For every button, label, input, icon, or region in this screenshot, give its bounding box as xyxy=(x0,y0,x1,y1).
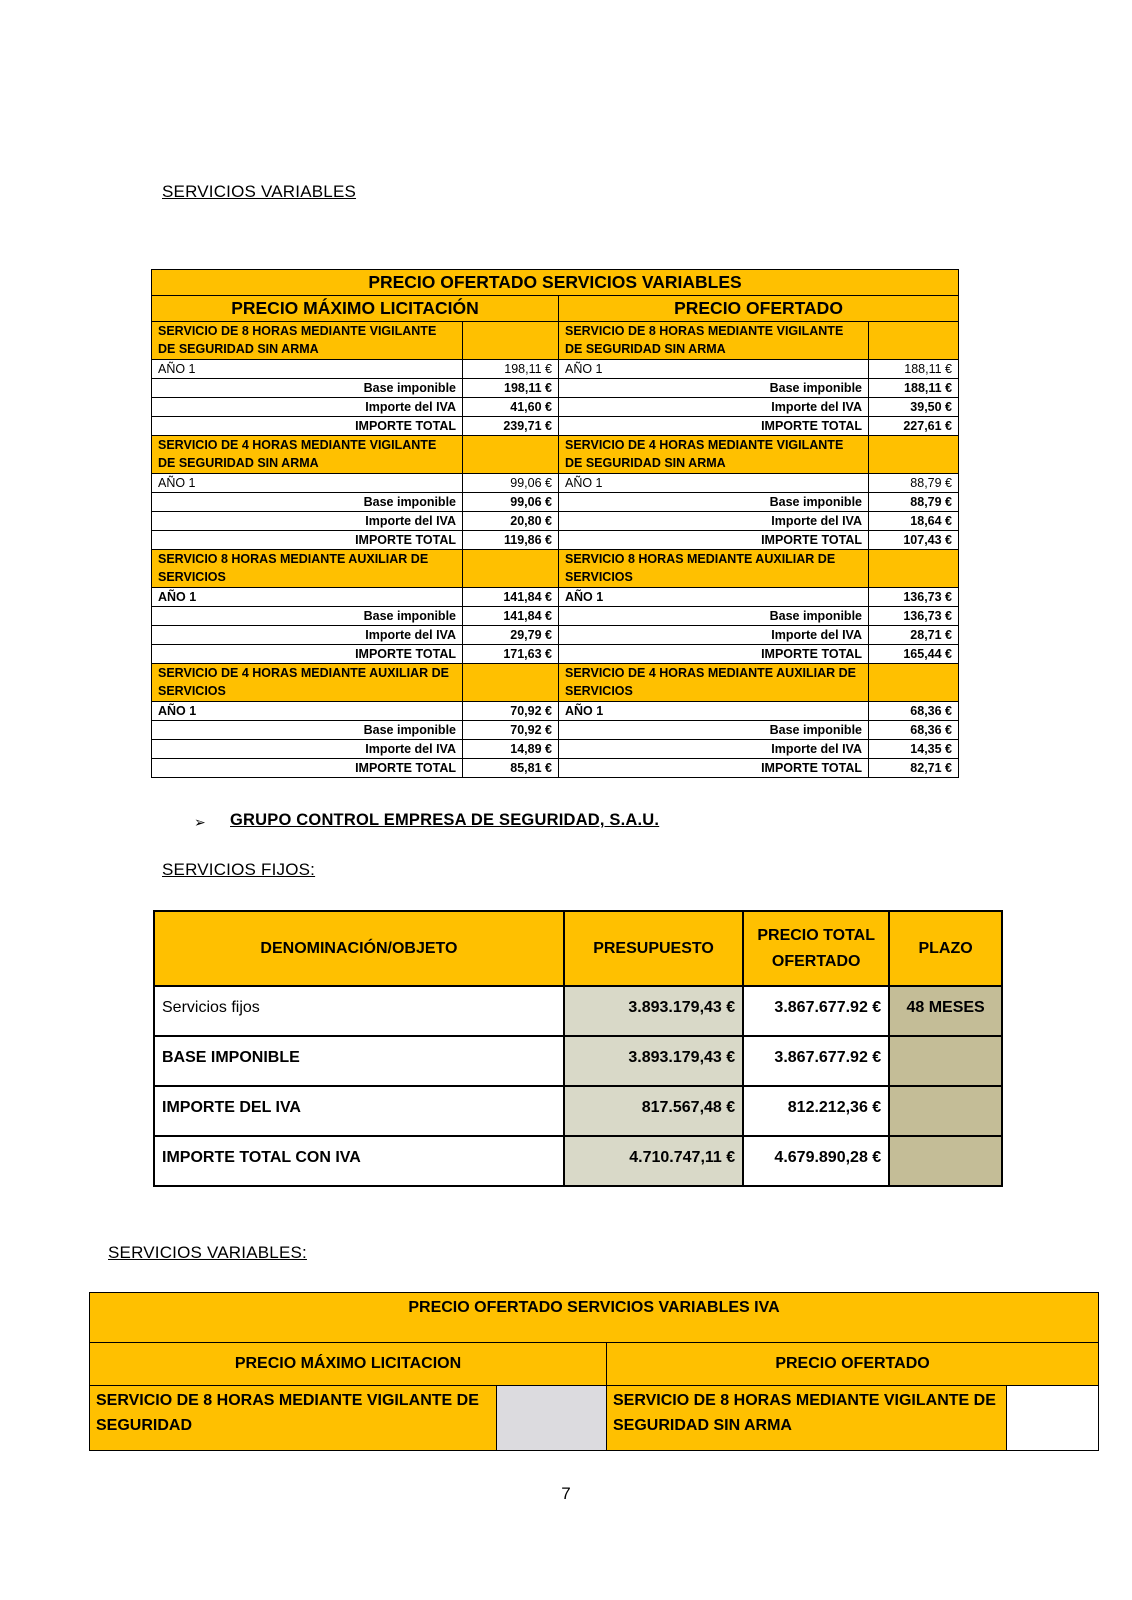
service-empty-right xyxy=(869,550,959,588)
base-imponible-label-left: Base imponible xyxy=(152,493,463,512)
table3-right-value xyxy=(1007,1386,1099,1451)
base-imponible-label-right: Base imponible xyxy=(559,379,869,398)
year-label-left: AÑO 1 xyxy=(152,360,463,379)
importe-iva-value-left: 29,79 € xyxy=(463,626,559,645)
service-empty-right xyxy=(869,664,959,702)
bullet-arrow-icon: ➢ xyxy=(194,814,206,830)
importe-total-value-left: 239,71 € xyxy=(463,417,559,436)
importe-iva-label-right: Importe del IVA xyxy=(559,626,869,645)
base-imponible-value-right: 136,73 € xyxy=(869,607,959,626)
fixed-row-label: Servicios fijos xyxy=(154,986,564,1036)
base-imponible-label-right: Base imponible xyxy=(559,493,869,512)
base-imponible-label-left: Base imponible xyxy=(152,607,463,626)
service-name-right: SERVICIO DE 4 HORAS MEDIANTE VIGILANTE DE SEGURIDAD SIN ARMA xyxy=(559,436,869,474)
importe-iva-label-right: Importe del IVA xyxy=(559,512,869,531)
table3-right-service: SERVICIO DE 8 HORAS MEDIANTE VIGILANTE DE SEGURIDAD SIN ARMA xyxy=(607,1386,1007,1451)
table-variable-services-prices xyxy=(151,269,959,778)
importe-iva-label-left: Importe del IVA xyxy=(152,398,463,417)
year-label-left: AÑO 1 xyxy=(152,702,463,721)
base-imponible-value-right: 88,79 € xyxy=(869,493,959,512)
base-imponible-value-left: 99,06 € xyxy=(463,493,559,512)
table1-left-header: PRECIO MÁXIMO LICITACIÓN xyxy=(152,296,559,322)
service-name-left: SERVICIO DE 4 HORAS MEDIANTE VIGILANTE DE SEGURIDAD SIN ARMA xyxy=(152,436,463,474)
fixed-row-label: IMPORTE TOTAL CON IVA xyxy=(154,1136,564,1186)
fixed-row-offered: 3.867.677.92 € xyxy=(743,986,889,1036)
fixed-row-term xyxy=(889,1036,1002,1086)
heading-servicios-variables: SERVICIOS VARIABLES xyxy=(162,182,357,201)
year-label-left: AÑO 1 xyxy=(152,588,463,607)
importe-total-label-left: IMPORTE TOTAL xyxy=(152,531,463,550)
importe-iva-value-left: 20,80 € xyxy=(463,512,559,531)
fixed-row-offered: 3.867.677.92 € xyxy=(743,1036,889,1086)
service-name-right: SERVICIO DE 4 HORAS MEDIANTE AUXILIAR DE SERVICIOS xyxy=(559,664,869,702)
service-name-left: SERVICIO DE 4 HORAS MEDIANTE AUXILIAR DE SERVICIOS xyxy=(152,664,463,702)
base-imponible-label-left: Base imponible xyxy=(152,721,463,740)
importe-total-label-left: IMPORTE TOTAL xyxy=(152,417,463,436)
year-value-right: 88,79 € xyxy=(869,474,959,493)
base-imponible-label-left: Base imponible xyxy=(152,379,463,398)
table2-header-plazo: PLAZO xyxy=(889,911,1002,986)
fixed-row-budget: 817.567,48 € xyxy=(564,1086,743,1136)
importe-total-label-right: IMPORTE TOTAL xyxy=(559,531,869,550)
fixed-row-budget: 4.710.747,11 € xyxy=(564,1136,743,1186)
importe-total-value-right: 82,71 € xyxy=(869,759,959,778)
importe-total-label-left: IMPORTE TOTAL xyxy=(152,645,463,664)
base-imponible-value-left: 198,11 € xyxy=(463,379,559,398)
year-value-left: 198,11 € xyxy=(463,360,559,379)
year-label-right: AÑO 1 xyxy=(559,474,869,493)
table-variable-services-iva xyxy=(89,1292,1099,1451)
base-imponible-value-right: 188,11 € xyxy=(869,379,959,398)
heading-servicios-variables-2: SERVICIOS VARIABLES: xyxy=(108,1243,307,1262)
importe-total-label-right: IMPORTE TOTAL xyxy=(559,645,869,664)
importe-total-label-right: IMPORTE TOTAL xyxy=(559,759,869,778)
fixed-row-label: IMPORTE DEL IVA xyxy=(154,1086,564,1136)
importe-iva-label-left: Importe del IVA xyxy=(152,626,463,645)
importe-total-value-left: 171,63 € xyxy=(463,645,559,664)
base-imponible-label-right: Base imponible xyxy=(559,607,869,626)
heading-servicios-fijos: SERVICIOS FIJOS: xyxy=(162,860,316,879)
year-value-right: 136,73 € xyxy=(869,588,959,607)
table1-right-header: PRECIO OFERTADO xyxy=(559,296,959,322)
importe-iva-value-right: 39,50 € xyxy=(869,398,959,417)
table1-title: PRECIO OFERTADO SERVICIOS VARIABLES xyxy=(152,270,959,296)
importe-iva-label-left: Importe del IVA xyxy=(152,512,463,531)
year-value-right: 68,36 € xyxy=(869,702,959,721)
base-imponible-value-left: 70,92 € xyxy=(463,721,559,740)
importe-total-value-left: 119,86 € xyxy=(463,531,559,550)
importe-iva-value-left: 41,60 € xyxy=(463,398,559,417)
year-value-left: 99,06 € xyxy=(463,474,559,493)
importe-total-label-left: IMPORTE TOTAL xyxy=(152,759,463,778)
year-value-right: 188,11 € xyxy=(869,360,959,379)
service-empty-left xyxy=(463,550,559,588)
service-empty-right xyxy=(869,322,959,360)
importe-iva-value-left: 14,89 € xyxy=(463,740,559,759)
year-label-right: AÑO 1 xyxy=(559,588,869,607)
importe-iva-label-left: Importe del IVA xyxy=(152,740,463,759)
table2-header-precio-total: PRECIO TOTAL OFERTADO xyxy=(743,911,889,986)
fixed-row-label: BASE IMPONIBLE xyxy=(154,1036,564,1086)
table3-left-service: SERVICIO DE 8 HORAS MEDIANTE VIGILANTE DE SEGURIDAD xyxy=(90,1386,497,1451)
table3-right-header: PRECIO OFERTADO xyxy=(607,1343,1099,1386)
year-label-right: AÑO 1 xyxy=(559,702,869,721)
service-name-right: SERVICIO 8 HORAS MEDIANTE AUXILIAR DE SERVICIOS xyxy=(559,550,869,588)
importe-total-value-right: 165,44 € xyxy=(869,645,959,664)
fixed-row-budget: 3.893.179,43 € xyxy=(564,986,743,1036)
fixed-row-term xyxy=(889,1086,1002,1136)
fixed-row-term xyxy=(889,1136,1002,1186)
table2-header-presupuesto: PRESUPUESTO xyxy=(564,911,743,986)
table2-header-denominacion: DENOMINACIÓN/OBJETO xyxy=(154,911,564,986)
importe-total-value-right: 227,61 € xyxy=(869,417,959,436)
service-name-right: SERVICIO DE 8 HORAS MEDIANTE VIGILANTE DE SEGURIDAD SIN ARMA xyxy=(559,322,869,360)
base-imponible-label-right: Base imponible xyxy=(559,721,869,740)
year-value-left: 70,92 € xyxy=(463,702,559,721)
importe-iva-value-right: 14,35 € xyxy=(869,740,959,759)
table-fixed-services xyxy=(153,910,1003,1187)
fixed-row-term: 48 MESES xyxy=(889,986,1002,1036)
service-empty-left xyxy=(463,436,559,474)
table3-left-value xyxy=(497,1386,607,1451)
base-imponible-value-right: 68,36 € xyxy=(869,721,959,740)
year-label-left: AÑO 1 xyxy=(152,474,463,493)
fixed-row-offered: 812.212,36 € xyxy=(743,1086,889,1136)
fixed-row-budget: 3.893.179,43 € xyxy=(564,1036,743,1086)
service-empty-right xyxy=(869,436,959,474)
importe-total-value-right: 107,43 € xyxy=(869,531,959,550)
base-imponible-value-left: 141,84 € xyxy=(463,607,559,626)
year-label-right: AÑO 1 xyxy=(559,360,869,379)
page-number: 7 xyxy=(561,1484,571,1503)
service-name-left: SERVICIO 8 HORAS MEDIANTE AUXILIAR DE SERVICIOS xyxy=(152,550,463,588)
importe-total-value-left: 85,81 € xyxy=(463,759,559,778)
service-empty-left xyxy=(463,664,559,702)
importe-iva-label-right: Importe del IVA xyxy=(559,740,869,759)
importe-iva-label-right: Importe del IVA xyxy=(559,398,869,417)
table3-left-header: PRECIO MÁXIMO LICITACION xyxy=(90,1343,607,1386)
fixed-row-offered: 4.679.890,28 € xyxy=(743,1136,889,1186)
service-name-left: SERVICIO DE 8 HORAS MEDIANTE VIGILANTE DE SEGURIDAD SIN ARMA xyxy=(152,322,463,360)
importe-iva-value-right: 28,71 € xyxy=(869,626,959,645)
importe-iva-value-right: 18,64 € xyxy=(869,512,959,531)
company-name: GRUPO CONTROL EMPRESA DE SEGURIDAD, S.A.U. xyxy=(230,811,660,829)
table3-title: PRECIO OFERTADO SERVICIOS VARIABLES IVA xyxy=(90,1293,1099,1343)
importe-total-label-right: IMPORTE TOTAL xyxy=(559,417,869,436)
year-value-left: 141,84 € xyxy=(463,588,559,607)
service-empty-left xyxy=(463,322,559,360)
